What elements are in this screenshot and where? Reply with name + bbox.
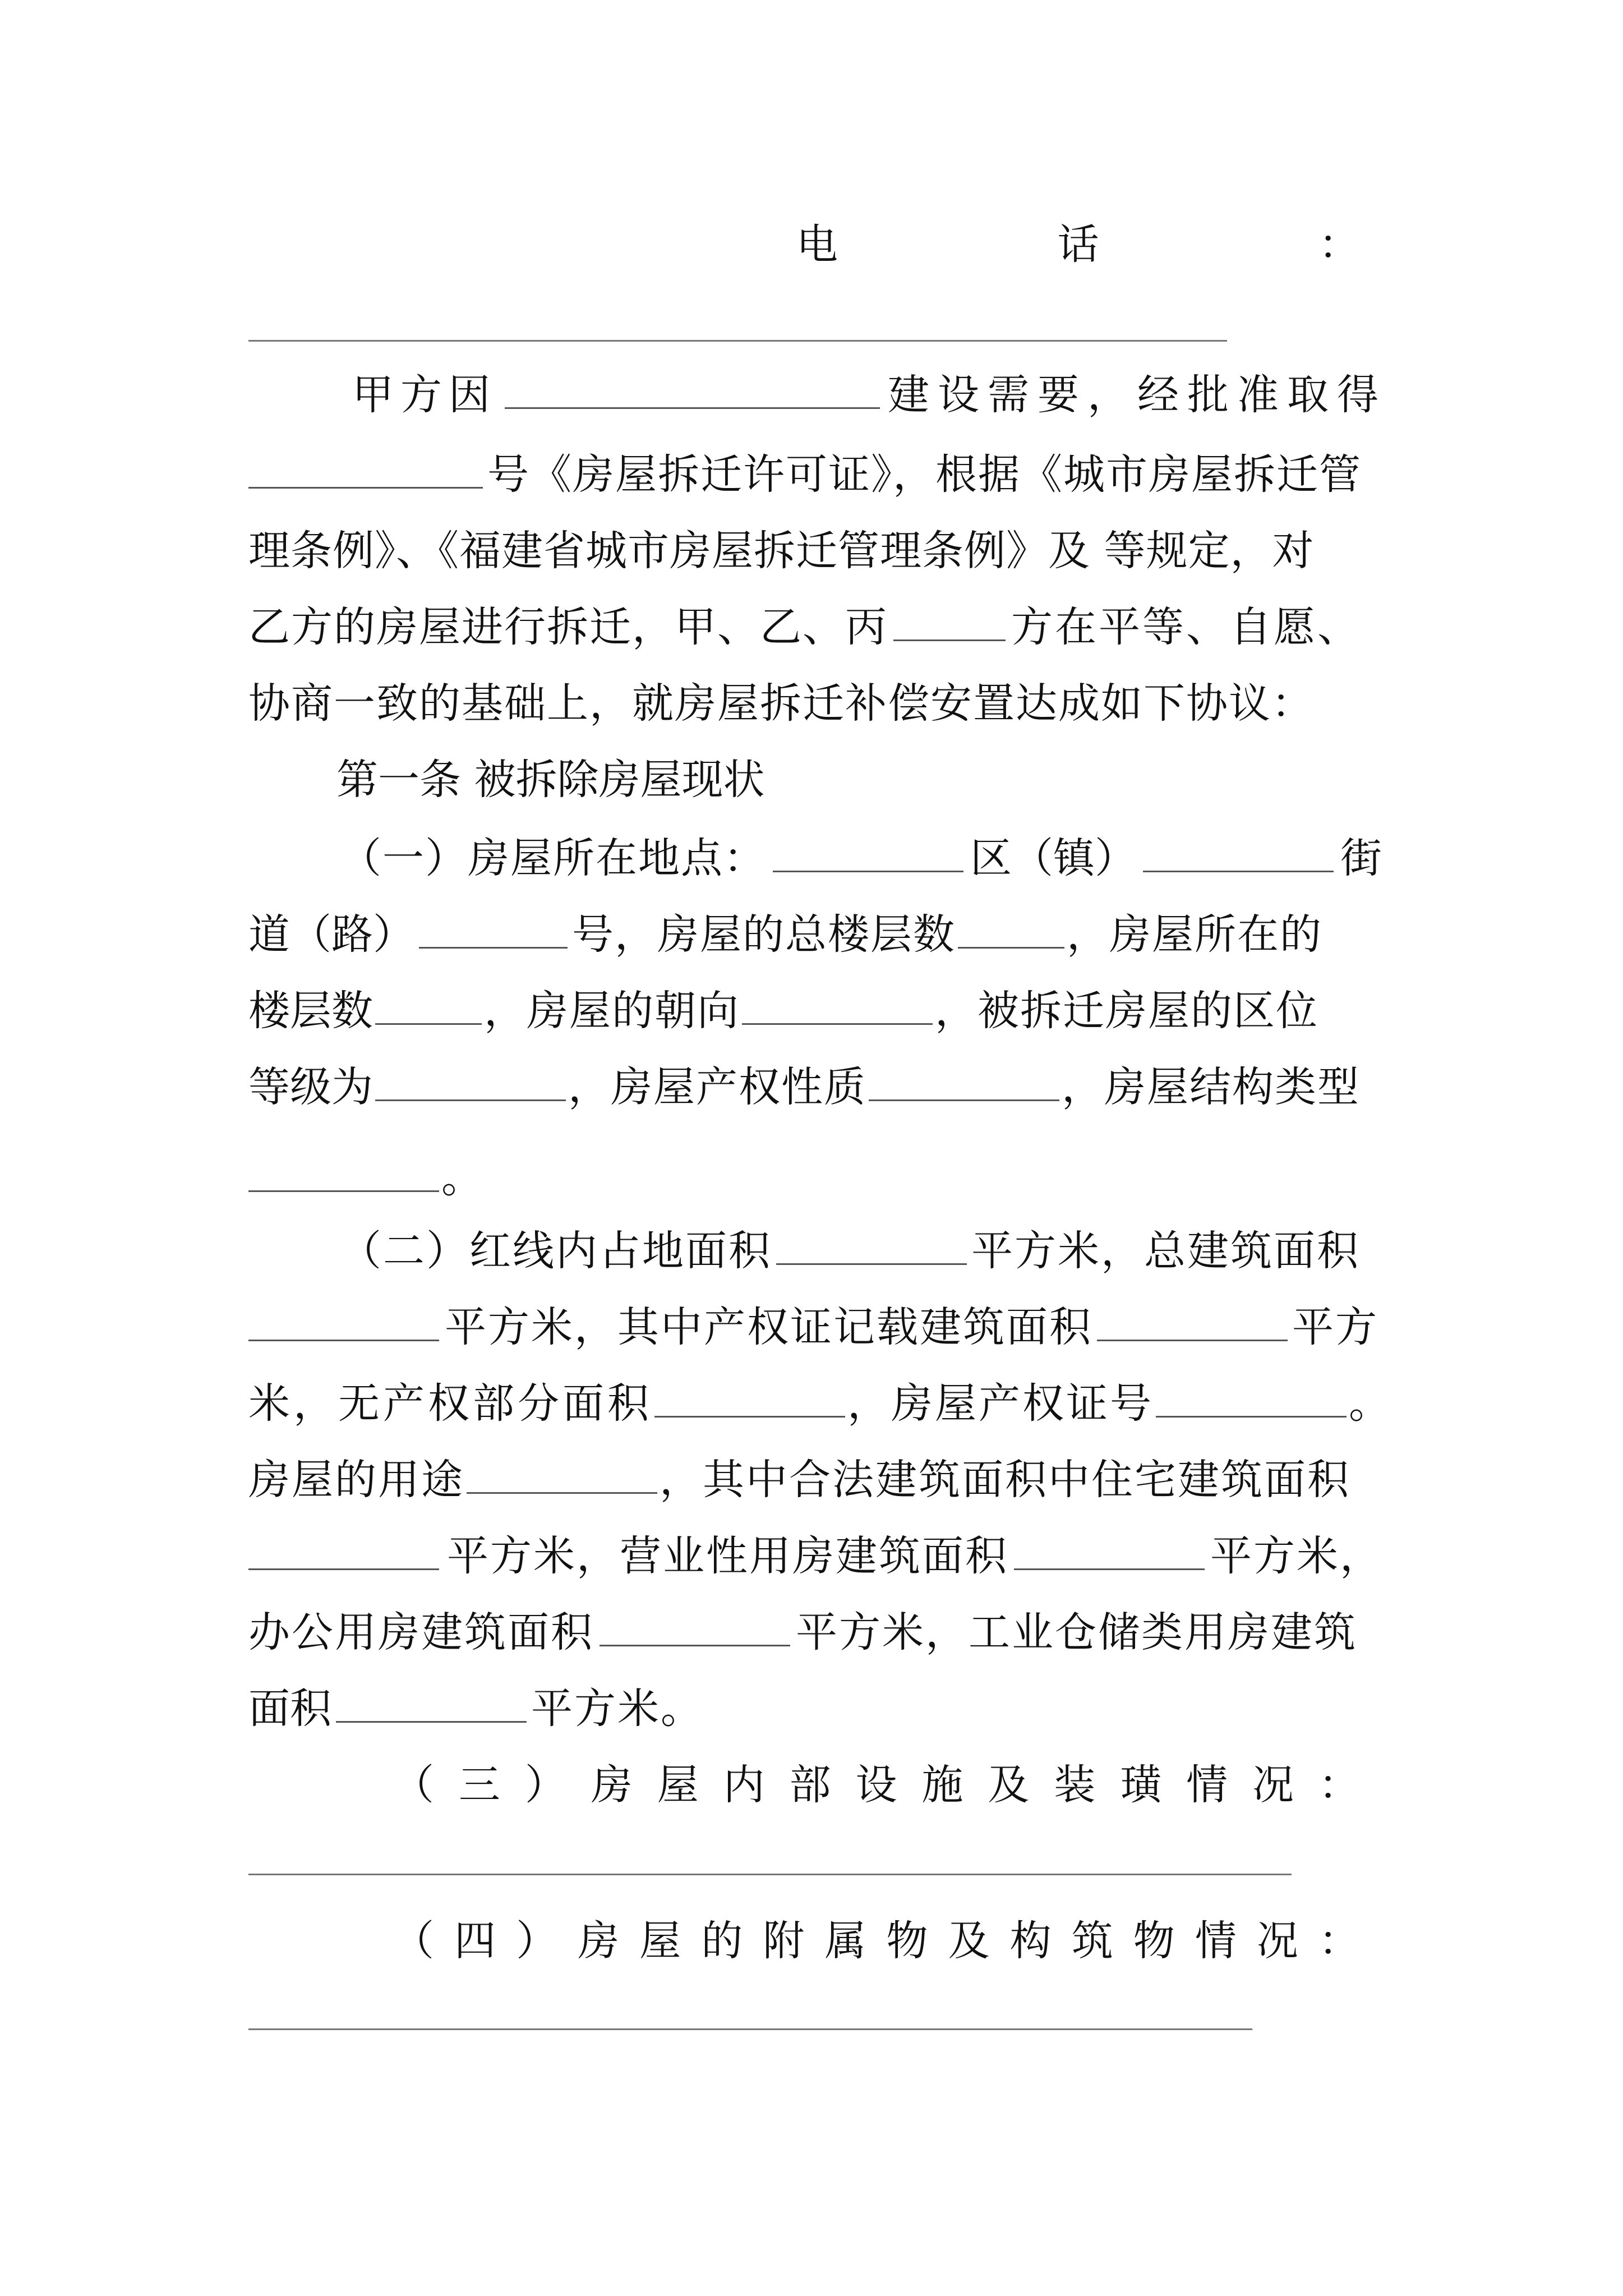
p1-text: 建设需要，经批准取得: [888, 371, 1387, 419]
office-area-blank[interactable]: [600, 1601, 790, 1646]
facilities-fill-line[interactable]: [248, 1874, 1292, 1875]
s4-char: 附: [763, 1917, 805, 1965]
s4-char: 情: [1195, 1917, 1237, 1965]
s2-line-7: [248, 1675, 1387, 1742]
s1-line-5: [248, 1144, 1387, 1212]
s3-char: 情: [1186, 1761, 1228, 1809]
s2-text: 平方米，工业仓储类用房建筑: [796, 1608, 1357, 1657]
s1-text: 区（镇）: [970, 834, 1136, 882]
s4-char: 属: [824, 1917, 866, 1965]
s4-char: ）: [516, 1917, 558, 1965]
s3-char: 璜: [1120, 1761, 1162, 1809]
s4-char: 构: [1009, 1917, 1052, 1965]
s4-heading: [393, 1907, 1360, 1975]
s3-char: 内: [723, 1761, 765, 1809]
p1-line-5: [248, 670, 1387, 737]
s2-text: 平方米。: [531, 1685, 704, 1733]
s1-text: ，房屋的朝向: [484, 987, 740, 1035]
p1-text: 理条例》、《福建省城市房屋拆迁管理条例》及 等规定，对: [248, 527, 1315, 575]
s1-text: ，被拆迁房屋的区位: [935, 987, 1318, 1035]
s2-text: 房屋的用途: [248, 1456, 464, 1504]
p1-line-1: [352, 361, 1387, 429]
s2-line-5: [248, 1522, 1404, 1590]
s2-text: 平方: [1292, 1303, 1378, 1351]
s1-line-2: [248, 901, 1387, 968]
s2-text: （二）红线内占地面积: [340, 1227, 772, 1275]
s1-text: 号，房屋的总楼层数: [572, 910, 956, 959]
commercial-area-blank[interactable]: [1014, 1525, 1205, 1570]
s2-line-4: [248, 1446, 1387, 1513]
s1-line-3: [248, 977, 1387, 1045]
s2-text: 平方米，: [1210, 1532, 1383, 1580]
usage-blank[interactable]: [467, 1448, 657, 1494]
s4-char: 及: [948, 1917, 990, 1965]
s1-text: ，房屋产权性质: [568, 1063, 866, 1111]
p1-text: 方在平等、自愿、: [1011, 603, 1361, 651]
certified-area-blank[interactable]: [1097, 1296, 1288, 1341]
s3-char: ）: [524, 1761, 566, 1809]
article-1-title: [336, 746, 1122, 813]
s4-char: 屋: [639, 1917, 681, 1965]
project-blank[interactable]: [505, 364, 880, 409]
p1-line-4: [248, 593, 1387, 661]
s1-line-4: [248, 1053, 1387, 1121]
s2-text: 平方米，其中产权证记载建筑面积: [445, 1303, 1092, 1351]
s1-text: 街: [1340, 834, 1382, 882]
s3-char: 装: [1054, 1761, 1096, 1809]
total-area-blank[interactable]: [248, 1296, 439, 1341]
s3-char: ：: [1318, 1761, 1360, 1809]
certificate-number-blank[interactable]: [1156, 1372, 1347, 1418]
s4-char: 房: [578, 1917, 620, 1965]
s1-text: 道（路）: [248, 910, 414, 959]
s3-char: （: [393, 1761, 434, 1809]
party-count-blank[interactable]: [893, 596, 1006, 641]
total-floors-blank[interactable]: [958, 903, 1064, 949]
s4-char: 物: [1133, 1917, 1175, 1965]
s2-text: 办公用房建筑面积: [248, 1608, 594, 1657]
article-title-text: 第一条 被拆除房屋现状: [336, 756, 765, 804]
s3-char: 况: [1252, 1761, 1294, 1809]
s3-char: 屋: [657, 1761, 699, 1809]
s2-line-6: [248, 1599, 1387, 1666]
s4-char: 四: [454, 1917, 496, 1965]
s1-text: 。: [441, 1154, 483, 1202]
phone-char: ：: [1318, 220, 1360, 269]
s2-text: 。: [1349, 1379, 1390, 1428]
industrial-area-blank[interactable]: [336, 1677, 527, 1723]
phone-char: 电: [796, 220, 838, 269]
s4-char: 物: [886, 1917, 928, 1965]
p1-line-2: [248, 441, 1387, 508]
s3-char: 部: [789, 1761, 831, 1809]
p1-text: 号《房屋拆迁许可证》，根据《城市房屋拆迁管: [487, 450, 1362, 499]
s1-text: （一）房屋所在地点：: [340, 834, 766, 882]
residential-area-blank[interactable]: [248, 1525, 439, 1570]
s2-line-2: [248, 1294, 1387, 1361]
s2-text: ，房屋产权证号: [847, 1379, 1154, 1428]
location-grade-blank[interactable]: [375, 1056, 566, 1101]
p1-line-3: [248, 517, 1387, 585]
s2-text: ，其中合法建筑面积中住宅建筑面积: [660, 1456, 1350, 1504]
s3-heading: [393, 1751, 1360, 1819]
s3-char: 施: [921, 1761, 963, 1809]
s2-text: 平方米，营业性用房建筑面积: [447, 1532, 1008, 1580]
s1-text: 楼层数: [248, 987, 373, 1035]
s4-char: 筑: [1071, 1917, 1113, 1965]
s1-line-1: [340, 825, 1387, 892]
s2-text: 面积: [248, 1685, 331, 1733]
s1-text: ，房屋所在的: [1067, 910, 1322, 959]
s3-char: 三: [458, 1761, 500, 1809]
s3-char: 房: [591, 1761, 633, 1809]
orientation-blank[interactable]: [742, 979, 933, 1025]
phone-fill-line: [248, 340, 1227, 342]
s2-text: 平方米，总建筑面积: [971, 1227, 1360, 1275]
s3-char: 设: [855, 1761, 897, 1809]
s4-char: （: [393, 1917, 434, 1965]
s1-text: 等级为: [248, 1063, 373, 1111]
s2-line-1: [340, 1217, 1387, 1285]
s4-char: 况: [1256, 1917, 1298, 1965]
house-number-blank[interactable]: [419, 903, 568, 949]
s2-line-3: [248, 1370, 1415, 1437]
structure-type-blank[interactable]: [248, 1147, 439, 1192]
s2-text: 米，无产权部分面积: [248, 1379, 652, 1428]
uncertified-area-blank[interactable]: [654, 1372, 845, 1418]
s1-text: ，房屋结构类型: [1062, 1063, 1360, 1111]
p1-text: 甲方因: [352, 371, 497, 419]
p1-text: 协商一致的基础上，就房屋拆迁补偿安置达成如下协议：: [248, 679, 1314, 728]
s3-char: 及: [988, 1761, 1030, 1809]
s4-char: ：: [1318, 1917, 1360, 1965]
district-blank[interactable]: [773, 827, 963, 872]
floor-blank[interactable]: [375, 979, 482, 1025]
land-area-blank[interactable]: [776, 1220, 967, 1265]
permit-number-blank[interactable]: [248, 443, 483, 489]
phone-row: [796, 211, 1360, 278]
phone-char: 话: [1057, 220, 1099, 269]
attachments-fill-line[interactable]: [248, 2028, 1252, 2030]
property-nature-blank[interactable]: [869, 1056, 1059, 1101]
street-blank[interactable]: [1143, 827, 1334, 872]
s4-char: 的: [701, 1917, 743, 1965]
p1-text: 乙方的房屋进行拆迁，甲、乙、丙: [248, 603, 888, 651]
